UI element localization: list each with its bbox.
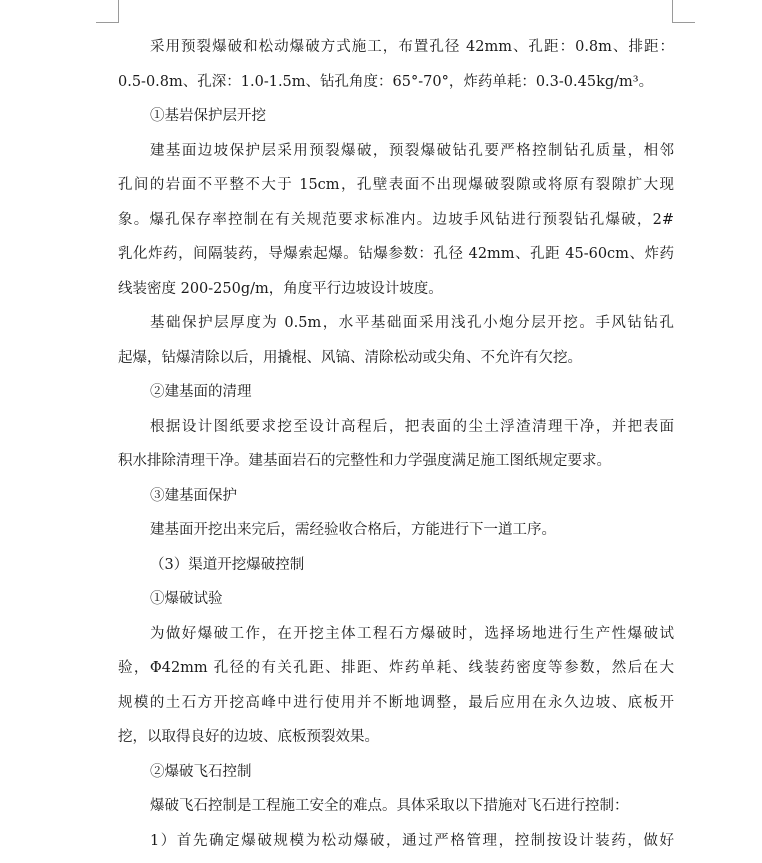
text-line-1: 采用预裂爆破和松动爆破方式施工，布置孔径 42mm、孔距：0.8m、排距： xyxy=(150,39,674,55)
document-body xyxy=(118,30,674,858)
text-line-21: 挖，以取得良好的边坡、底板预裂效果。 xyxy=(118,729,379,745)
section-heading-flyrock-control: ②爆破飞石控制 xyxy=(150,763,252,780)
text-line-7: 乳化炸药，间隔装药，导爆索起爆。钻爆参数：孔径 42mm、孔距 45-60cm、炸药 xyxy=(118,246,674,262)
section-heading-bedrock-protection: ①基岩保护层开挖 xyxy=(150,108,266,124)
text-line-10: 起爆，钻爆清除以后，用撬棍、风镐、清除松动或尖角、不允许有欠挖。 xyxy=(118,349,582,366)
text-line-18: 为做好爆破工作，在开挖主体工程石方爆破时，选择场地进行生产性爆破试 xyxy=(150,625,674,642)
section-heading-blasting-test: ①爆破试验 xyxy=(150,591,223,607)
text-line-2: 0.5-0.8m、孔深：1.0-1.5m、钻孔角度：65°-70°，炸药单耗：0.3-0.45kg/m³。 xyxy=(118,73,654,90)
text-line-8: 线装密度 200-250g/m，角度平行边坡设计坡度。 xyxy=(118,280,443,297)
text-line-9: 基础保护层厚度为 0.5m，水平基础面采用浅孔小炮分层开挖。手风钻钻孔 xyxy=(150,315,674,331)
text-line-4: 建基面边坡保护层采用预裂爆破，预裂爆破钻孔要严格控制钻孔质量，相邻 xyxy=(150,142,674,159)
text-line-12: 根据设计图纸要求挖至设计高程后，把表面的尘土浮渣清理干净，并把表面 xyxy=(150,418,674,435)
text-line-19: 验，Φ42mm 孔径的有关孔距、排距、炸药单耗、线装药密度等参数，然后在大 xyxy=(118,660,674,676)
section-heading-foundation-protection: ③建基面保护 xyxy=(150,487,237,504)
top-left-margin-mark xyxy=(96,0,119,23)
top-right-margin-mark xyxy=(672,0,695,23)
section-heading-foundation-cleanup: ②建基面的清理 xyxy=(150,384,252,400)
text-line-15: 建基面开挖出来完后，需经验收合格后，方能进行下一道工序。 xyxy=(150,522,556,538)
section-heading-channel-blasting: （3）渠道开挖爆破控制 xyxy=(150,556,305,573)
text-line-24: 1）首先确定爆破规模为松动爆破，通过严格管理，控制按设计装药，做好 xyxy=(150,832,674,849)
text-line-6: 象。爆孔保存率控制在有关规范要求标准内。边坡手风钻进行预裂钻孔爆破，2# xyxy=(118,211,674,228)
text-line-23: 爆破飞石控制是工程施工安全的难点。具体采取以下措施对飞石进行控制： xyxy=(150,798,629,814)
text-line-5: 孔间的岩面不平整不大于 15cm，孔壁表面不出现爆破裂隙或将原有裂隙扩大现 xyxy=(118,177,674,193)
text-line-13: 积水排除清理干净。建基面岩石的完整性和力学强度满足施工图纸规定要求。 xyxy=(118,453,611,469)
text-line-20: 规模的土石方开挖高峰中进行使用并不断地调整，最后应用在永久边坡、底板开 xyxy=(118,694,674,711)
